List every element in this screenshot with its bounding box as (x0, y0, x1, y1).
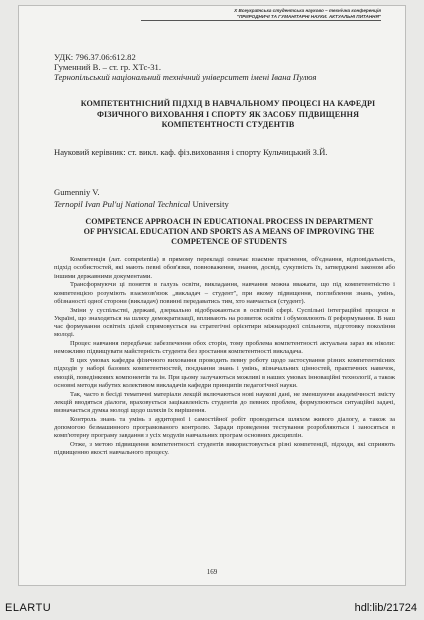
paragraph: Трансформуючи ці поняття в галузь освіти, викладання, навчання можна вважати, що під компетентністю і компетенцією розуміють взаємозв'язок „викладач – студент", при якому підвищення, поглиблення знань, умінь, обізнаності одної сторони (викладач) повинні передаватись тим, хто навчається (студент). (54, 281, 395, 305)
page-number: 169 (206, 568, 218, 576)
author-english (54, 187, 229, 210)
repository-footer (0, 596, 424, 620)
paragraph: В цих умовах кафедра фізичного виховання проводить певну роботу щодо застосування різних компетентнісних підходів у наборі базових компетентностей, поєднання знань і умінь, візначальних цінностей, практичних навичок, емоцій, поведінкових компонентів та ін. При цьому залучаються можливі в наших умовах інноваційні технології, а також основні методи набутих колективом викладачів кафедри принципів педагогічної науки. (54, 357, 395, 389)
affiliation-en (54, 199, 229, 211)
paragraph: Так, часто в бесіді тематичні матеріали лекцій включаються нові наукові дані, не зменшуючи академічності змісту лекцій вводяться діалоги, враховується зацікавленість студентів до певних проблем, формулюються ситуаційні задачі, визначається думка молоді щодо шляхів їх вирішення. (54, 390, 395, 414)
affiliation-ua: Тернопільський національний технічний університет імені Івана Пулюя (54, 72, 317, 83)
paragraph: Компетенція (лат. competentia) в прямому перекладі означає взаємне прагнення, об'єднання, відповідальність, підхід особистостей, які мають певні обов'язки, повноваження, знання, досвід, сукупність їх, затверджені законом або іншими державними документами. (54, 256, 395, 280)
repository-name: ELARTU (5, 602, 52, 614)
paragraph: Зміни у суспільстві, державі, дзеркально відображаються в освітній сфері. Суспільні інтеграційні процеси в Україні, що знаходяться на шляху демократизації, впливають на розвиток освіти і обумовлюють її реформування. В наш час формування освітніх цілей спрямовується на стратегічні орієнтири міжнародної спільноти, підготовку покоління молоді. (54, 306, 395, 339)
scientific-advisor: Науковий керівник: ст. викл. каф. фіз.виховання і спорту Кульчицький З.Й. (54, 147, 328, 157)
article-body (54, 256, 395, 458)
affiliation-en-italic: Ternopil Ivan Pul'uj National Technical (54, 198, 191, 209)
conference-title-line: "ПРИРОДНИЧІ ТА ГУМАНІТАРНІ НАУКИ. АКТУАЛЬНІ ПИТАННЯ" (236, 13, 381, 19)
handle-id: hdl:lib/21724 (354, 602, 417, 614)
affiliation-en-tail: University (190, 198, 229, 209)
conference-name-line: Х Всеукраїнська студентська науково – технічна конференція (234, 8, 381, 13)
conference-header (141, 8, 381, 21)
title-ukrainian: КОМПЕТЕНТНІСНИЙ ПІДХІД В НАВЧАЛЬНОМУ ПРОЦЕСІ НА КАФЕДРІ ФІЗИЧНОГО ВИХОВАННЯ І СПОРТУ ЯК ЗАСОБУ ПІДВИЩЕННЯ КОМПЕТЕНТНОСТІ СТУДЕНТІВ (80, 99, 376, 130)
article-meta (54, 52, 317, 83)
paragraph: Отже, з метою підвищення компетентності студентів використовується різні компетенції, підходи, які сприяють підвищенню якості навчального процесу. (54, 441, 395, 457)
author-ua: Гуменний В. – ст. гр. ХТс-31. (54, 62, 161, 73)
title-english: COMPETENCE APPROACH IN EDUCATIONAL PROCESS IN DEPARTMENT OF PHYSICAL EDUCATION AND SPORTS AS A MEANS OF IMPROVING THE COMPETENCE OF STUDENTS (83, 217, 375, 247)
paragraph: Процес навчання передбачає забезпечення обох сторін, тому проблема компетентності актуальна зараз як ніколи: неможливо підвищувати майстерність студента без зростання компетентності викладача. (54, 340, 395, 356)
author-name-en: Gumenniy V. (54, 187, 100, 197)
paragraph: Контроль знань та умінь з аудиторної і самостійної робіт проводиться шляхом живого діалогу, а також за допомогою безмашинного програмованого контролю. Заради проведення тестування розробляються і заносяться в комп'ютерну програму завдання з усіх модулів навчальних програм основних дисциплін. (54, 415, 395, 440)
document-page (18, 5, 406, 586)
udc-code: УДК: 796.37.06:612.82 (54, 52, 136, 62)
